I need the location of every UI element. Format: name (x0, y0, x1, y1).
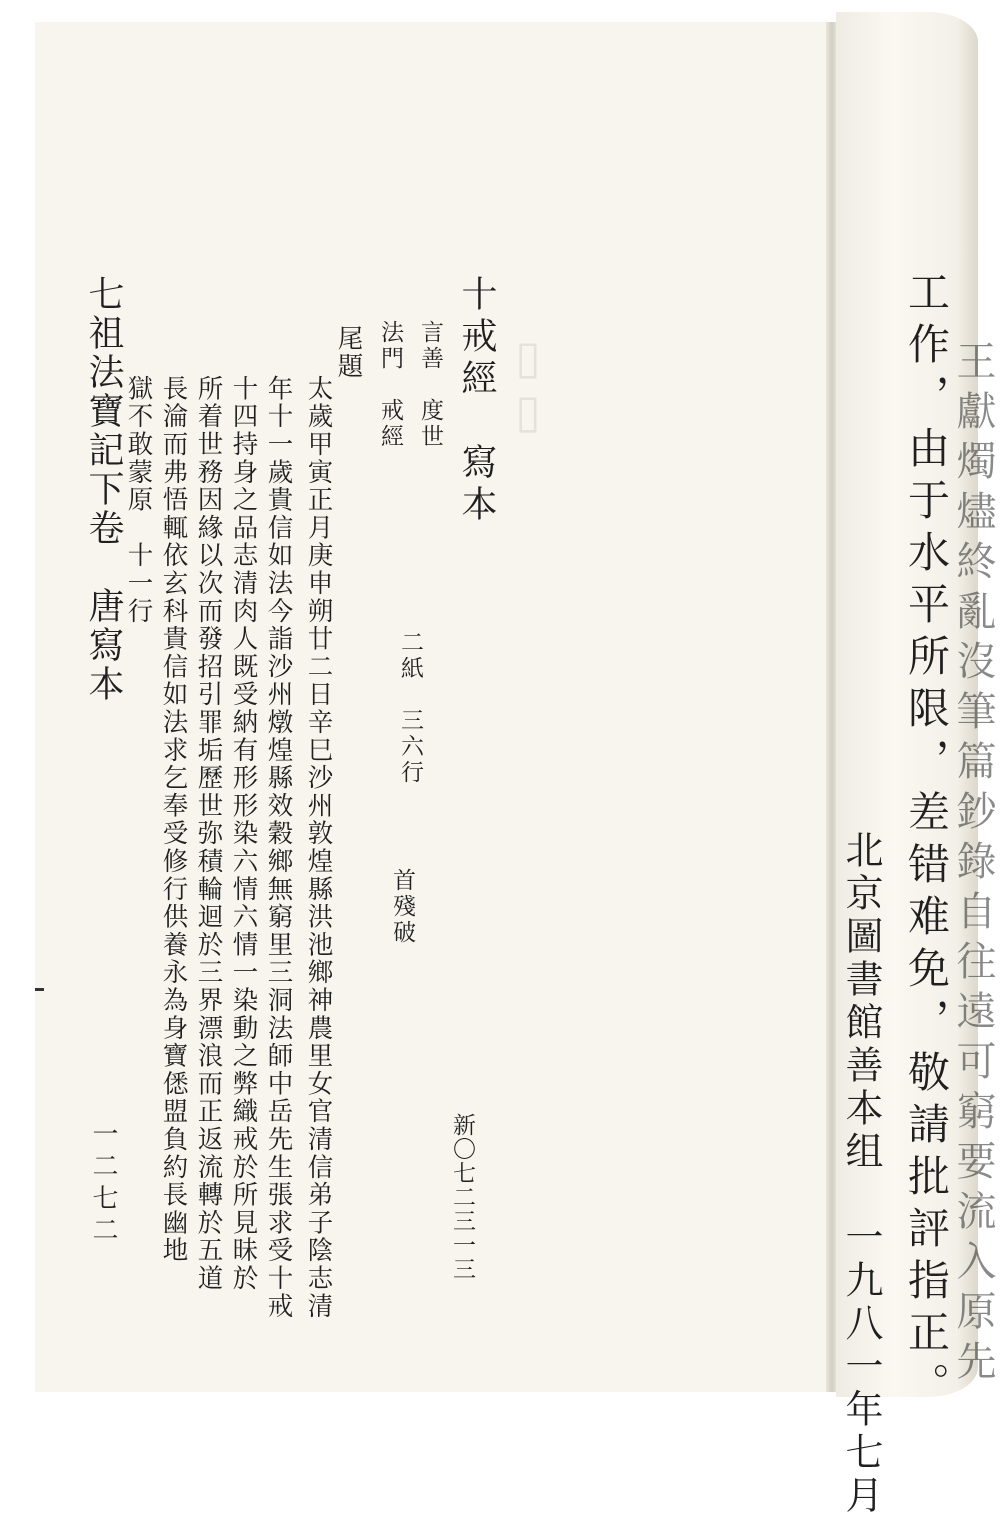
sheet-count: 二紙 三六行 (397, 630, 423, 786)
overleaf-note-line-1: 工作，由于水平所限，差错难免，敬請批評指正。 (902, 270, 951, 1414)
margin-tick-mark (35, 988, 44, 991)
entry-title-shijiejing: 十戒經 寫本 (456, 275, 497, 527)
alt-title-line-2: 法門 戒經 (377, 320, 403, 450)
colophon-line-1: 太歲甲寅正月庚申朔廿二日辛巳沙州敦煌縣洪池鄉神農里女官清信弟子陰志清 (303, 375, 334, 1321)
colophon-line-4: 所着世務因緣以次而發招引罪垢歷世弥積輪迴於三界漂浪而正返流轉於五道 (193, 375, 224, 1293)
colophon-line-2: 年十一歲貴信如法今詣沙州燉煌縣效穀鄉無窮里三洞法師中岳先生張求受十戒 (263, 375, 294, 1321)
colophon-label: 尾題 (333, 325, 364, 381)
alt-title-line-1: 言善 度世 (417, 320, 443, 450)
ghost-stamp-mark: ▯▯ (501, 330, 555, 438)
entry-title-qizufabaoji: 七祖法寶記下卷 唐寫本 (83, 275, 124, 704)
page-number: 一二七二 (88, 1120, 118, 1248)
overleaf-note-line-2: 北京圖書館善本组 一九八一年七月 (839, 830, 883, 1518)
overleaf-bleed-through (950, 340, 996, 1390)
bleed-through-text: 王獻燭燼終亂沒筆篇鈔錄自往遠可窮要流入原先 (950, 340, 996, 1390)
colophon-line-6: 獄不敢蒙原 十一行 (123, 375, 154, 626)
colophon-line-3: 十四持身之品志清肉人既受納有形形染六情六情一染動之弊織戒於所見昧於 (228, 375, 259, 1293)
book-page-main (35, 22, 832, 1392)
catalog-number: 新〇七二三一三 (449, 1113, 475, 1281)
colophon-line-5: 長淪而弗悟輒依玄科貴信如法求乞奉受修行供養永為身寶僁盟負約長幽地 (158, 375, 189, 1265)
condition-note: 首殘破 (389, 868, 415, 946)
